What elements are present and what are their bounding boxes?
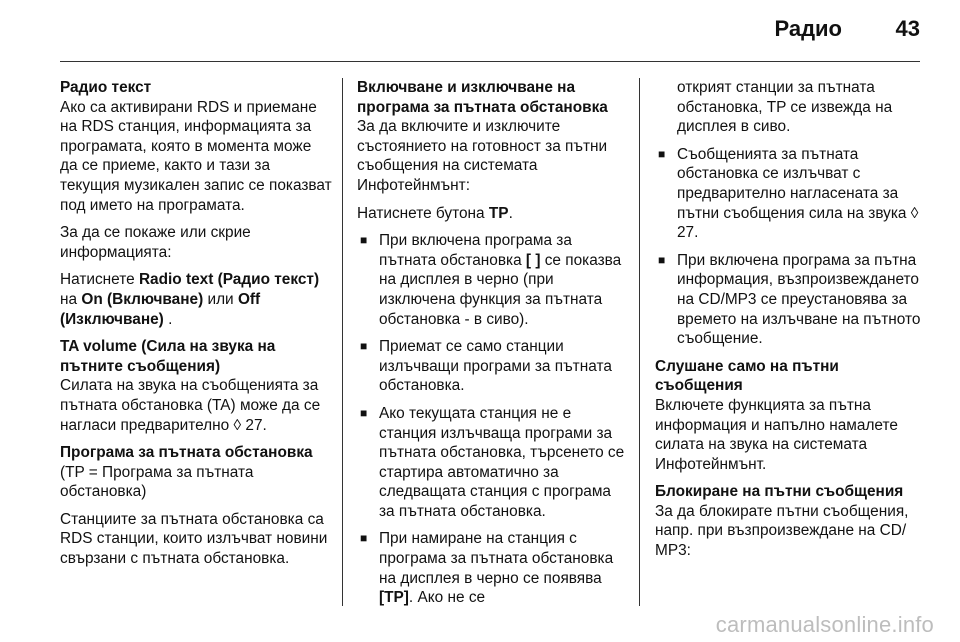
bullet-list-tp bbox=[357, 231, 629, 608]
list-item: ■ Ако текущата станция не е станция излъчваща програми за пътната обстановка, търсенето се стартира автоматично за следващата станция с програма за пътната обстановка. bbox=[357, 404, 629, 522]
text-segment: . bbox=[508, 204, 513, 222]
text-segment: Натиснете бутона bbox=[357, 204, 489, 222]
paragraph-radio-text: Ако са активирани RDS и приемане на RDS станция, информацията за програмата, която в момента може да се приеме, както и тази за текущия музикален запис се показват под името на програмата. bbox=[60, 98, 332, 214]
page-header bbox=[0, 0, 960, 62]
list-item-continuation: открият станции за пътната обстановка, TP се извежда на дисплея в сиво. bbox=[677, 79, 893, 136]
button-label-tp: TP bbox=[488, 204, 509, 222]
heading-listen-traffic-only: Слушане само на пътни съобщения bbox=[655, 357, 839, 395]
heading-tp-on-off: Включване и изключване на програма за пътната обстановка bbox=[357, 79, 608, 116]
text-segment: се показва на дисплея в черно (при изключена функция за пътната обстановка - в сиво). bbox=[379, 251, 622, 328]
paragraph-block-traffic: За да блокирате пътни съобщения, напр. при възпроизвеждане на CD/ MP3: bbox=[655, 502, 909, 560]
text-segment: на bbox=[60, 290, 82, 308]
paragraph-press-tp bbox=[357, 204, 629, 224]
option-off: Off (Изключване) bbox=[60, 290, 261, 328]
paragraph-tp-stations: Станциите за пътната обстановка са RDS станции, които излъчват новини свързани с пътната обстановка. bbox=[60, 510, 328, 568]
text-segment: . bbox=[163, 310, 173, 328]
text-segment: При включена програма за пътната обстановка bbox=[379, 232, 572, 269]
paragraph-tp-on-off: За да включите и изключите състоянието на готовност за пътни съобщения на системата Инфотейнмънт: bbox=[357, 118, 608, 194]
option-radio-text: Radio text (Радио текст) bbox=[138, 271, 320, 289]
paragraph-listen-traffic-only: Включете функцията за пътна информация и напълно намалете силата на звука на системата Инфотейнмънт. bbox=[655, 396, 898, 473]
heading-block-traffic: Блокиране на пътни съобщения bbox=[655, 483, 904, 501]
heading-ta-volume: TA volume (Сила на звука на пътните съобщения) bbox=[60, 338, 276, 375]
column-divider-2 bbox=[639, 78, 640, 606]
heading-radio-text: Радио текст bbox=[60, 79, 152, 96]
bullet-list-announcements bbox=[655, 145, 927, 349]
watermark: carmanualsonline.info bbox=[715, 612, 934, 637]
tp-display-indicator: [TP] bbox=[379, 589, 409, 607]
paragraph-ta-volume: Силата на звука на съобщенията за пътната обстановка (TA) може да се нагласи предварително ◊ 27. bbox=[60, 377, 321, 434]
column-3 bbox=[655, 78, 927, 569]
tp-indicator-symbol: [ ] bbox=[525, 251, 541, 269]
text-segment: или bbox=[203, 290, 238, 308]
list-item: ■ Приемат се само станции излъчващи програми за пътната обстановка. bbox=[357, 337, 629, 396]
paragraph-press-radio-text bbox=[60, 270, 332, 329]
text-segment: . Ако не се bbox=[408, 589, 486, 607]
list-item bbox=[357, 231, 629, 329]
paragraph-tp-definition: (TP = Програма за пътната обстановка) bbox=[60, 463, 254, 501]
list-item: ■ Съобщенията за пътната обстановка се излъчват с предварително нагласената за пътни съобщения сила на звука ◊ 27. bbox=[655, 145, 927, 243]
text-segment: При намиране на станция с програма за пътната обстановка на дисплея в черно се появява bbox=[379, 530, 614, 587]
text-segment: Натиснете bbox=[60, 271, 139, 289]
page-title: Радио bbox=[774, 16, 842, 41]
heading-traffic-program: Програма за пътната обстановка bbox=[60, 444, 313, 462]
option-on: On (Включване) bbox=[81, 290, 204, 308]
list-item: ■ При включена програма за пътна информация, възпроизвеждането на CD/MP3 се преустановява за времето на излъчване на пътното съобщение. bbox=[655, 251, 927, 349]
column-1 bbox=[60, 78, 332, 577]
paragraph-show-hide: За да се покаже или скрие информацията: bbox=[60, 224, 251, 261]
list-item bbox=[357, 529, 629, 607]
header-divider bbox=[60, 61, 920, 62]
column-2 bbox=[357, 78, 629, 608]
column-divider-1 bbox=[342, 78, 343, 606]
page-number: 43 bbox=[895, 16, 920, 41]
